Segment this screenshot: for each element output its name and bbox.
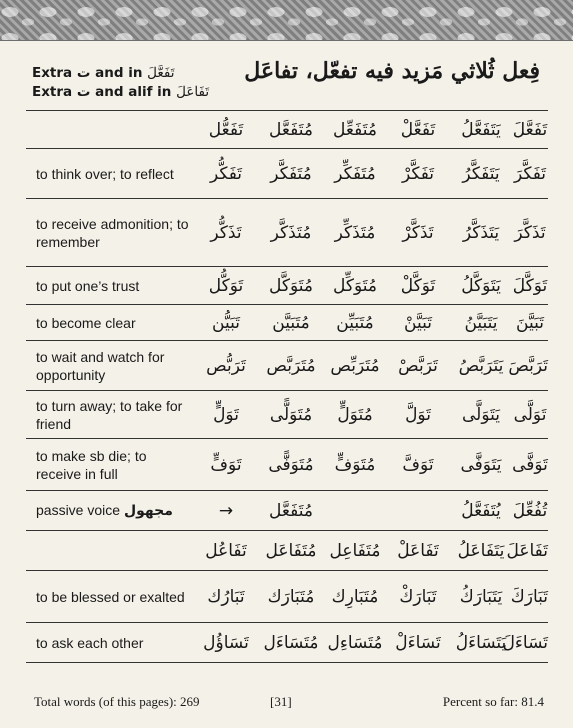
header-note-1: Extra ت and in تَفَعَّلَ bbox=[32, 65, 175, 81]
page-footer bbox=[26, 694, 548, 714]
table-row: to put one’s trust تَوَكُّل مُتَوَكَّل مُتَوَكِّل تَوَكَّلْ يَتَوَكَّلُ تَوَكَّلَ bbox=[26, 267, 548, 305]
table-row: to make sb die; to receive in full تَوَفٍّ مُتَوَفًّى مُتَوَفٍّ تَوَفَّ يَتَوَفَّى تَوَفَّى bbox=[26, 439, 548, 491]
verb-table bbox=[26, 110, 548, 663]
pattern-row: تَفَاعُل مُتَفَاعَل مُتَفَاعِل تَفَاعَلْ يَتَفَاعَلُ تَفَاعَلَ bbox=[26, 531, 548, 571]
decorative-border bbox=[0, 0, 573, 41]
header-note-2: Extra ت and alif in تَفَاعَلَ bbox=[32, 84, 210, 100]
table-row: to become clear تَبَيُّن مُتَبَيَّن مُتَبَيِّن تَبَيَّنْ يَتَبَيَّنُ تَبَيَّنَ bbox=[26, 305, 548, 341]
percent-so-far: Percent so far: 81.4 bbox=[442, 694, 544, 709]
table-row: to turn away; to take for friend تَوَلٍّ مُتَوَلًّى مُتَوَلٍّ تَوَلَّ يَتَوَلَّى تَوَلَّى bbox=[26, 391, 548, 439]
table-row: to ask each other تَسَاؤُل مُتَسَاءَل مُتَسَاءِل تَسَاءَلْ يَتَسَاءَلُ تَسَاءَلَ bbox=[26, 623, 548, 663]
table-row: to be blessed or exalted تَبَارُك مُتَبَارَك مُتَبَارِك تَبَارَكْ يَتَبَارَكُ تَبَارَكَ bbox=[26, 571, 548, 623]
page-number: [31] bbox=[270, 694, 292, 709]
pattern-row: تَفَعُّل مُتَفَعَّل مُتَفَعِّل تَفَعَّلْ يَتَفَعَّلُ تَفَعَّلَ bbox=[26, 111, 548, 149]
total-words: Total words (of this pages): 269 bbox=[34, 694, 200, 709]
header-notes bbox=[32, 64, 209, 102]
table-row: to think over; to reflect تَفَكُّر مُتَفَكَّر مُتَفَكِّر تَفَكَّرْ يَتَفَكَّرُ تَفَكَّرَ bbox=[26, 149, 548, 199]
page-header bbox=[26, 52, 548, 106]
arrow-icon: → bbox=[218, 500, 234, 521]
table-row: to wait and watch for opportunity تَرَبُّص مُتَرَبَّص مُتَرَبِّص تَرَبَّصْ يَتَرَبَّصُ تَرَبَّصَ bbox=[26, 341, 548, 391]
passive-voice-row: passive voice مجهول → مُتَفَعَّل يُتَفَعَّلُ تُفُعِّلَ bbox=[26, 491, 548, 531]
page-title: فِعل ثُلاثي مَزيد فيه تفعّل، تفاعَل bbox=[244, 58, 540, 84]
table-row: to receive admonition; to remember تَذَكُّر مُتَذَكَّر مُتَذَكِّر تَذَكَّرْ يَتَذَكَّرُ تَذَكَّرَ bbox=[26, 199, 548, 267]
page bbox=[26, 52, 548, 712]
